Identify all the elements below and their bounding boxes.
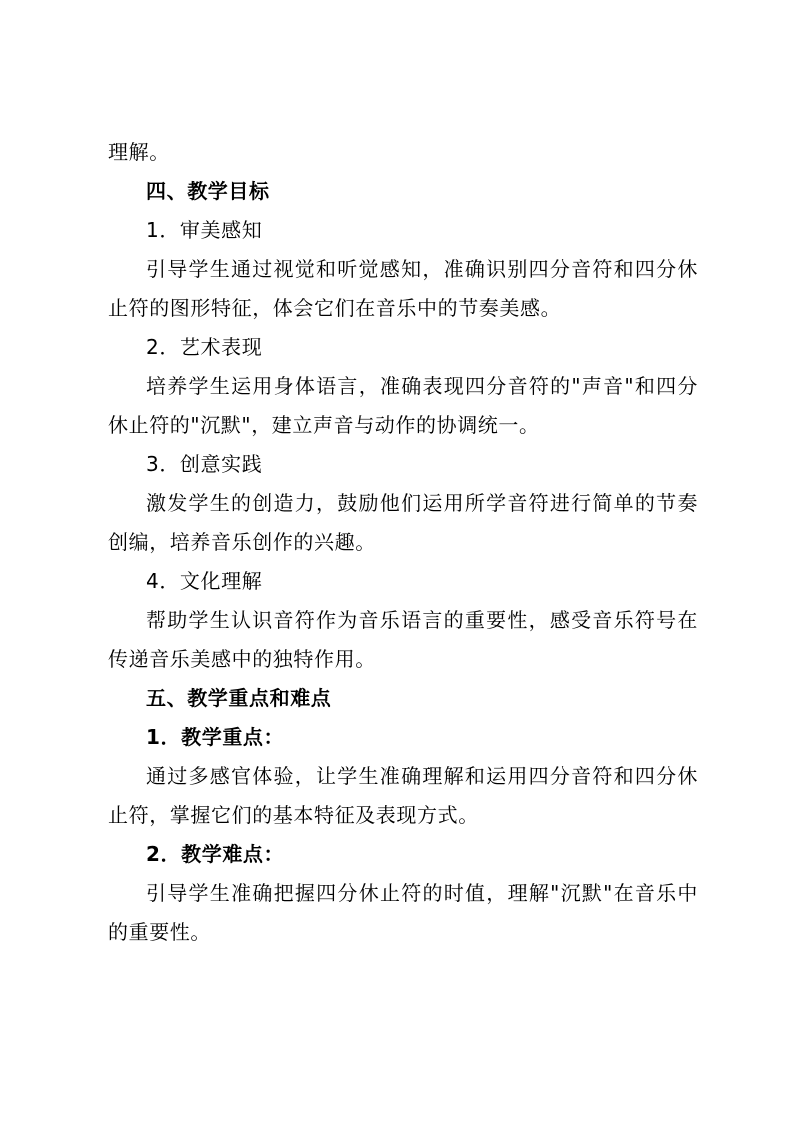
paragraph-line: 止符，掌握它们的基本特征及表现方式。 [108,803,479,827]
paragraph-line: 的重要性。 [108,920,211,944]
paragraph-continuation: 理解。 [108,140,170,164]
paragraph-line: 激发学生的创造力，鼓励他们运用所学音符进行简单的节奏 [146,491,698,515]
paragraph-line: 培养学生运用身体语言，准确表现四分音符的"声音"和四分 [146,374,698,398]
section-heading-key-points: 五、教学重点和难点 [146,686,332,710]
document-body [108,133,698,952]
paragraph-line: 休止符的"沉默"，建立声音与动作的协调统一。 [108,413,540,437]
paragraph-line: 传递音乐美感中的独特作用。 [108,647,376,671]
section-heading-objectives: 四、教学目标 [146,179,270,203]
subheading-artistic-expression: 2．艺术表现 [146,335,263,359]
paragraph-line: 帮助学生认识音符作为音乐语言的重要性，感受音乐符号在 [146,608,698,632]
paragraph-line: 引导学生通过视觉和听觉感知，准确识别四分音符和四分休 [146,257,698,281]
subheading-aesthetic-perception: 1．审美感知 [146,218,263,242]
subheading-teaching-difficulty: 2．教学难点： [146,842,285,866]
paragraph-line: 创编，培养音乐创作的兴趣。 [108,530,376,554]
subheading-teaching-focus: 1．教学重点： [146,725,285,749]
paragraph-line: 引导学生准确把握四分休止符的时值，理解"沉默"在音乐中 [146,881,698,905]
paragraph-line: 止符的图形特征，体会它们在音乐中的节奏美感。 [108,296,562,320]
paragraph-line: 通过多感官体验，让学生准确理解和运用四分音符和四分休 [146,764,698,788]
subheading-creative-practice: 3．创意实践 [146,452,263,476]
subheading-cultural-understanding: 4．文化理解 [146,569,263,593]
